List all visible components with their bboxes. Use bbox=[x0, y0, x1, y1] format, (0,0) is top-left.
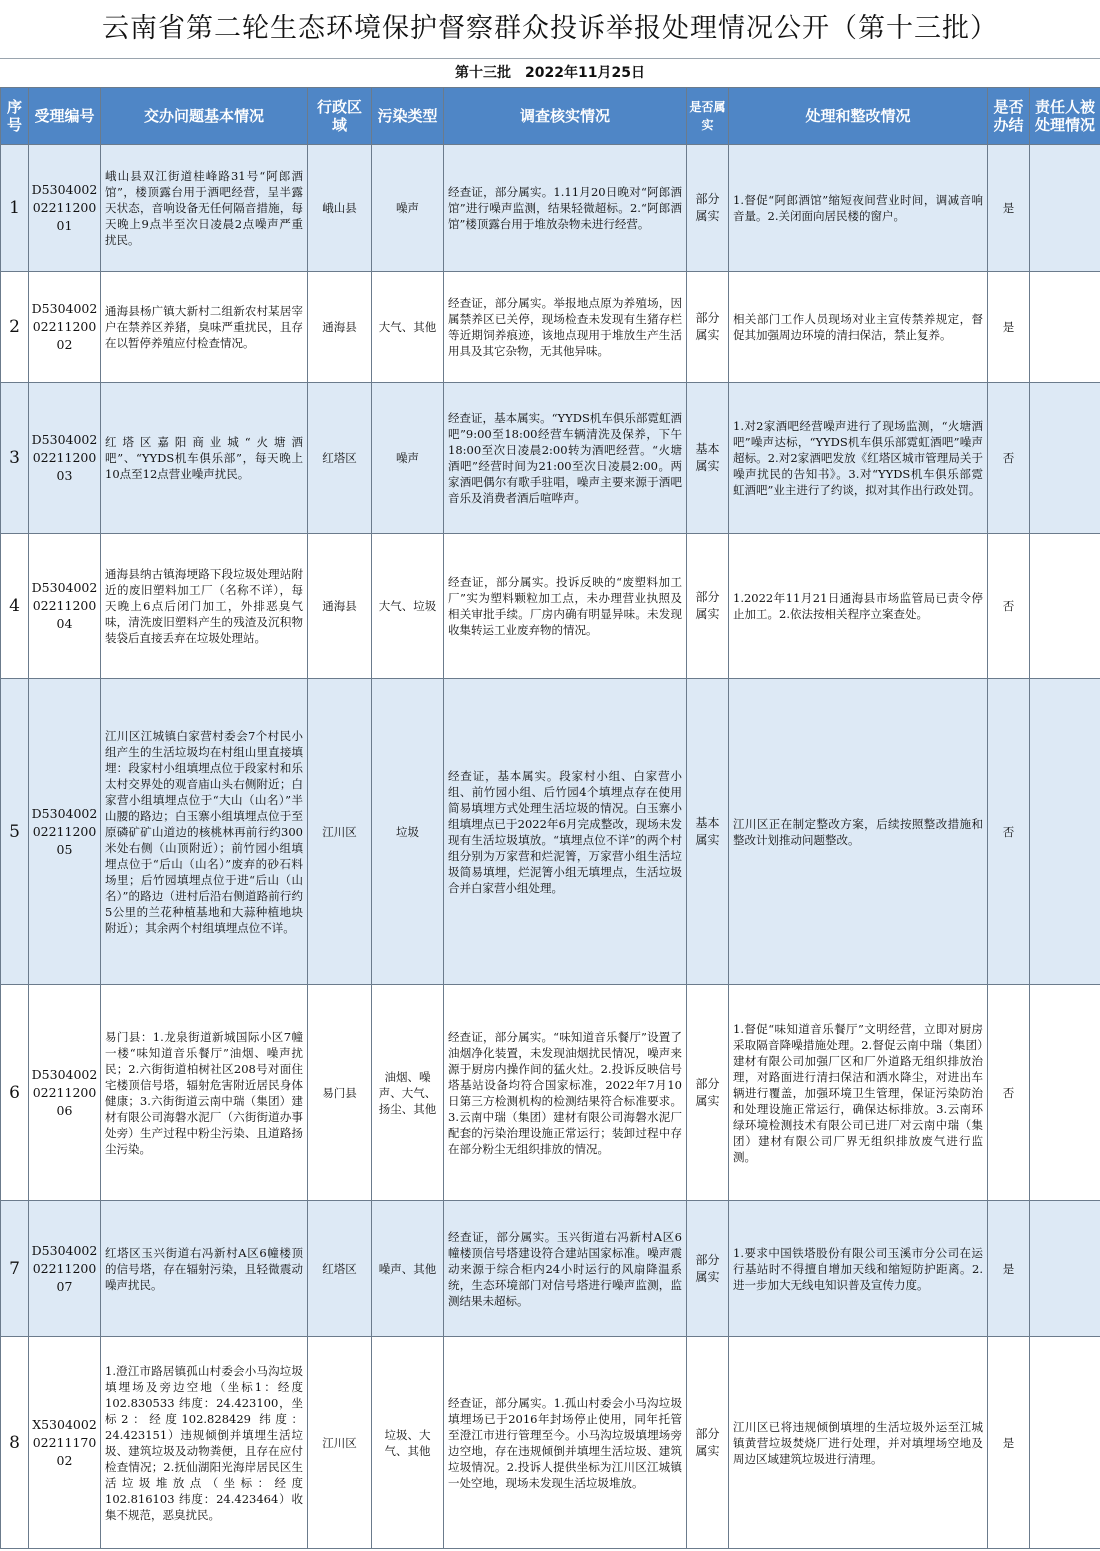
cell-verified: 部分属实 bbox=[687, 1337, 729, 1549]
cell-handling: 相关部门工作人员现场对业主宣传禁养规定，督促其加强周边环境的清扫保洁，禁止复养。 bbox=[729, 272, 988, 383]
cell-investigation: 经查证，基本属实。段家村小组、白家营小组、前竹园小组、后竹园4个填埋点存在使用简易填埋方式处理生活垃圾的情况。白玉寨小组填埋点已于2022年6月完成整改，现场未发现有生活垃圾填放。“填埋点位不详”的两个村组分别为万家营和烂泥箐，万家营小组生活垃圾简易填埋，烂泥箐小组无填埋点，生活垃圾合并白家营小组处理。 bbox=[444, 679, 687, 985]
cell-handling: 1.2022年11月21日通海县市场监管局已责令停止加工。2.依法按相关程序立案查处。 bbox=[729, 534, 988, 679]
cell-seq: 5 bbox=[1, 679, 29, 985]
cell-closed: 是 bbox=[988, 145, 1030, 272]
cell-pollution: 垃圾、大气、其他 bbox=[372, 1337, 444, 1549]
cell-handling: 1.督促“味知道音乐餐厅”文明经营，立即对厨房采取隔音降噪措施处理。2.督促云南中瑞（集团）建材有限公司加强厂区和厂外道路无组织排放治理，对路面进行清扫保洁和洒水降尘，对进出车辆进行覆盖，加强环境卫生管理，保证污染防治和处理设施正常运行，确保达标排放。3.云南环绿环境检测技术有限公司已进厂对云南中瑞（集团）建材有限公司厂界无组织排放废气进行监测。 bbox=[729, 985, 988, 1201]
cell-accountability bbox=[1030, 679, 1100, 985]
cell-case-no: D530400202211200 07 bbox=[29, 1201, 101, 1337]
cell-accountability bbox=[1030, 272, 1100, 383]
cell-seq: 3 bbox=[1, 383, 29, 534]
table-row bbox=[1, 145, 1100, 272]
header-district: 行政区域 bbox=[308, 88, 372, 145]
page-title: 云南省第二轮生态环境保护督察群众投诉举报处理情况公开（第十三批） bbox=[102, 13, 998, 44]
cell-seq: 1 bbox=[1, 145, 29, 272]
cell-closed: 否 bbox=[988, 985, 1030, 1201]
cell-issue: 通海县杨广镇大新村二组新农村某居宰户在禁养区养猪，臭味严重扰民，且存在以暂停养殖应付检查情况。 bbox=[101, 272, 308, 383]
cell-issue: 峨山县双江街道桂峰路31号“阿郎酒馆”，楼顶露台用于酒吧经营，呈半露天状态，音响设备无任何隔音措施，每天晚上9点半至次日凌晨2点噪声严重扰民。 bbox=[101, 145, 308, 272]
cell-issue: 红塔区玉兴街道右冯新村A区6幢楼顶的信号塔，存在辐射污染，且轻微震动噪声扰民。 bbox=[101, 1201, 308, 1337]
cell-issue: 1.澄江市路居镇孤山村委会小马沟垃圾填埋场及旁边空地（坐标1：经度102.830533 纬度：24.423100，坐标2：经度102.828429 纬度：24.423151）违规倾倒并填埋生活垃圾、建筑垃圾及动物粪便，且存在应付检查情况；2.抚仙湖阳光海岸居民区生活垃圾堆放点（坐标：经度102.816103 纬度：24.423464）收集不规范，恶臭扰民。 bbox=[101, 1337, 308, 1549]
cell-investigation: 经查证，部分属实。“味知道音乐餐厅”设置了油烟净化装置，未发现油烟扰民情况，噪声来源于厨房内操作间的猛火灶。2.投诉反映信号塔基站设备均符合国家标准，2022年7月10日第三方检测机构的检测结果符合标准要求。3.云南中瑞（集团）建材有限公司海磐水泥厂配套的污染治理设施正常运行；装卸过程中存在部分粉尘无组织排放的情况。 bbox=[444, 985, 687, 1201]
cell-verified: 基本属实 bbox=[687, 383, 729, 534]
batch-line: 第十三批 2022年11月25日 bbox=[0, 58, 1100, 87]
cell-case-no: D530400202211200 05 bbox=[29, 679, 101, 985]
cell-closed: 否 bbox=[988, 534, 1030, 679]
table-row bbox=[1, 272, 1100, 383]
cell-pollution: 噪声、其他 bbox=[372, 1201, 444, 1337]
cell-seq: 4 bbox=[1, 534, 29, 679]
cell-investigation: 经查证，部分属实。投诉反映的“废塑料加工厂”实为塑料颗粒加工点，未办理营业执照及相关审批手续。厂房内确有明显异味。未发现收集转运工业废弃物的情况。 bbox=[444, 534, 687, 679]
cell-pollution: 垃圾 bbox=[372, 679, 444, 985]
cell-accountability bbox=[1030, 383, 1100, 534]
cell-accountability bbox=[1030, 985, 1100, 1201]
cell-pollution: 大气、垃圾 bbox=[372, 534, 444, 679]
cell-district: 江川区 bbox=[308, 1337, 372, 1549]
cell-issue: 江川区江城镇白家营村委会7个村民小组产生的生活垃圾均在村组山里直接填埋：段家村小组填埋点位于段家村和乐太村交界处的观音庙山头右侧附近；白家营小组填埋点位于“大山（山名）”半山腰的路边；白玉寨小组填埋点位于至原磷矿矿山道边的核桃林再前行约300米处右侧（山顶附近）；前竹园小组填埋点位于“后山（山名）”废弃的砂石料场里；后竹园填埋点位于进“后山（山名）”的路边（进村后沿右侧道路前行约5公里的兰花种植基地和大蒜种植地块附近）；其余两个村组填埋点位不详。 bbox=[101, 679, 308, 985]
header-investigation: 调查核实情况 bbox=[444, 88, 687, 145]
cell-case-no: D530400202211200 06 bbox=[29, 985, 101, 1201]
cell-investigation: 经查证，部分属实。举报地点原为养殖场，因属禁养区已关停，现场检查未发现有生猪存栏等近期饲养痕迹，该地点现用于堆放生产生活用具及其它杂物，无其他异味。 bbox=[444, 272, 687, 383]
cell-investigation: 经查证，部分属实。1.孤山村委会小马沟垃圾填埋场已于2016年封场停止使用，同年托管至澄江市进行管理至今。小马沟垃圾填埋场旁边空地，存在违规倾倒并填埋生活垃圾、建筑垃圾情况。2.投诉人提供坐标为江川区江城镇一处空地，现场未发现生活垃圾堆放。 bbox=[444, 1337, 687, 1549]
cell-case-no: X530400202211170 02 bbox=[29, 1337, 101, 1549]
cell-closed: 是 bbox=[988, 272, 1030, 383]
cell-seq: 2 bbox=[1, 272, 29, 383]
cell-handling: 1.要求中国铁塔股份有限公司玉溪市分公司在运行基站时不得擅自增加天线和缩短防护距离。2.进一步加大无线电知识普及宣传力度。 bbox=[729, 1201, 988, 1337]
cell-issue: 红塔区嘉阳商业城“火塘酒吧”、“YYDS机车俱乐部”，每天晚上10点至12点营业噪声扰民。 bbox=[101, 383, 308, 534]
cell-district: 江川区 bbox=[308, 679, 372, 985]
cell-verified: 部分属实 bbox=[687, 534, 729, 679]
cell-district: 通海县 bbox=[308, 534, 372, 679]
cell-handling: 江川区正在制定整改方案，后续按照整改措施和整改计划推动问题整改。 bbox=[729, 679, 988, 985]
cell-closed: 是 bbox=[988, 1201, 1030, 1337]
header-handling: 处理和整改情况 bbox=[729, 88, 988, 145]
cell-verified: 部分属实 bbox=[687, 985, 729, 1201]
table-row bbox=[1, 534, 1100, 679]
header-row bbox=[1, 88, 1100, 145]
cell-investigation: 经查证，部分属实。1.11月20日晚对“阿郎酒馆”进行噪声监测，结果轻微超标。2.“阿郎酒馆”楼顶露台用于堆放杂物未进行经营。 bbox=[444, 145, 687, 272]
cell-closed: 否 bbox=[988, 383, 1030, 534]
cell-pollution: 噪声 bbox=[372, 383, 444, 534]
cell-verified: 部分属实 bbox=[687, 1201, 729, 1337]
cell-closed: 否 bbox=[988, 679, 1030, 985]
cell-handling: 1.督促“阿郎酒馆”缩短夜间营业时间，调减音响音量。2.关闭面向居民楼的窗户。 bbox=[729, 145, 988, 272]
cell-accountability bbox=[1030, 1201, 1100, 1337]
cell-case-no: D530400202211200 03 bbox=[29, 383, 101, 534]
cell-investigation: 经查证，部分属实。玉兴街道右冯新村A区6幢楼顶信号塔建设符合建站国家标准。噪声震动来源于综合柜内24小时运行的风扇降温系统，生态环境部门对信号塔进行噪声监测，监测结果未超标。 bbox=[444, 1201, 687, 1337]
cell-pollution: 大气、其他 bbox=[372, 272, 444, 383]
table-row bbox=[1, 985, 1100, 1201]
cell-district: 红塔区 bbox=[308, 383, 372, 534]
cell-pollution: 油烟、噪声、大气、扬尘、其他 bbox=[372, 985, 444, 1201]
cell-district: 易门县 bbox=[308, 985, 372, 1201]
cell-district: 通海县 bbox=[308, 272, 372, 383]
header-case-no: 受理编号 bbox=[29, 88, 101, 145]
cell-district: 红塔区 bbox=[308, 1201, 372, 1337]
header-seq: 序号 bbox=[1, 88, 29, 145]
cell-handling: 江川区已将违规倾倒填埋的生活垃圾外运至江城镇黄营垃圾焚烧厂进行处理，并对填埋场空地及周边区域建筑垃圾进行清理。 bbox=[729, 1337, 988, 1549]
table-row bbox=[1, 383, 1100, 534]
cell-closed: 是 bbox=[988, 1337, 1030, 1549]
header-verified: 是否属实 bbox=[687, 88, 729, 145]
table-row bbox=[1, 1201, 1100, 1337]
cell-investigation: 经查证，基本属实。“YYDS机车俱乐部霓虹酒吧”9:00至18:00经营车辆清洗及保养，下午18:00至次日凌晨2:00转为酒吧经营。“火塘酒吧”经营时间为21:00至次日凌晨2:00。两家酒吧偶尔有歌手驻唱，噪声主要来源于酒吧音乐及消费者酒后喧哗声。 bbox=[444, 383, 687, 534]
table-row bbox=[1, 1337, 1100, 1549]
header-pollution: 污染类型 bbox=[372, 88, 444, 145]
header-issue: 交办问题基本情况 bbox=[101, 88, 308, 145]
header-closed: 是否办结 bbox=[988, 88, 1030, 145]
cell-accountability bbox=[1030, 1337, 1100, 1549]
cell-accountability bbox=[1030, 534, 1100, 679]
cell-case-no: D530400202211200 02 bbox=[29, 272, 101, 383]
cell-issue: 易门县：1.龙泉街道新城国际小区7幢一楼“味知道音乐餐厅”油烟、噪声扰民；2.六街街道柏树社区208号对面住宅楼顶信号塔，辐射危害附近居民身体健康；3.六街街道云南中瑞（集团）建材有限公司海磐水泥厂（六街街道办事处旁）生产过程中粉尘污染、且道路扬尘污染。 bbox=[101, 985, 308, 1201]
complaints-table bbox=[0, 87, 1100, 1549]
cell-district: 峨山县 bbox=[308, 145, 372, 272]
header-accountability: 责任人被处理情况 bbox=[1030, 88, 1100, 145]
cell-seq: 6 bbox=[1, 985, 29, 1201]
cell-case-no: D530400202211200 01 bbox=[29, 145, 101, 272]
cell-verified: 基本属实 bbox=[687, 679, 729, 985]
cell-pollution: 噪声 bbox=[372, 145, 444, 272]
cell-issue: 通海县纳古镇海埂路下段垃圾处理站附近的废旧塑料加工厂（名称不详），每天晚上6点后闭门加工，外排恶臭气味，清洗废旧塑料产生的残渣及沉积物装袋后直接丢弃在垃圾处理站。 bbox=[101, 534, 308, 679]
cell-accountability bbox=[1030, 145, 1100, 272]
cell-seq: 7 bbox=[1, 1201, 29, 1337]
table-row bbox=[1, 679, 1100, 985]
cell-handling: 1.对2家酒吧经营噪声进行了现场监测，“火塘酒吧”噪声达标，“YYDS机车俱乐部霓虹酒吧”噪声超标。2.对2家酒吧发放《红塔区城市管理局关于噪声扰民的告知书》。3.对“YYDS机车俱乐部霓虹酒吧”业主进行了约谈，拟对其作出行政处罚。 bbox=[729, 383, 988, 534]
cell-verified: 部分属实 bbox=[687, 145, 729, 272]
cell-seq: 8 bbox=[1, 1337, 29, 1549]
cell-verified: 部分属实 bbox=[687, 272, 729, 383]
cell-case-no: D530400202211200 04 bbox=[29, 534, 101, 679]
